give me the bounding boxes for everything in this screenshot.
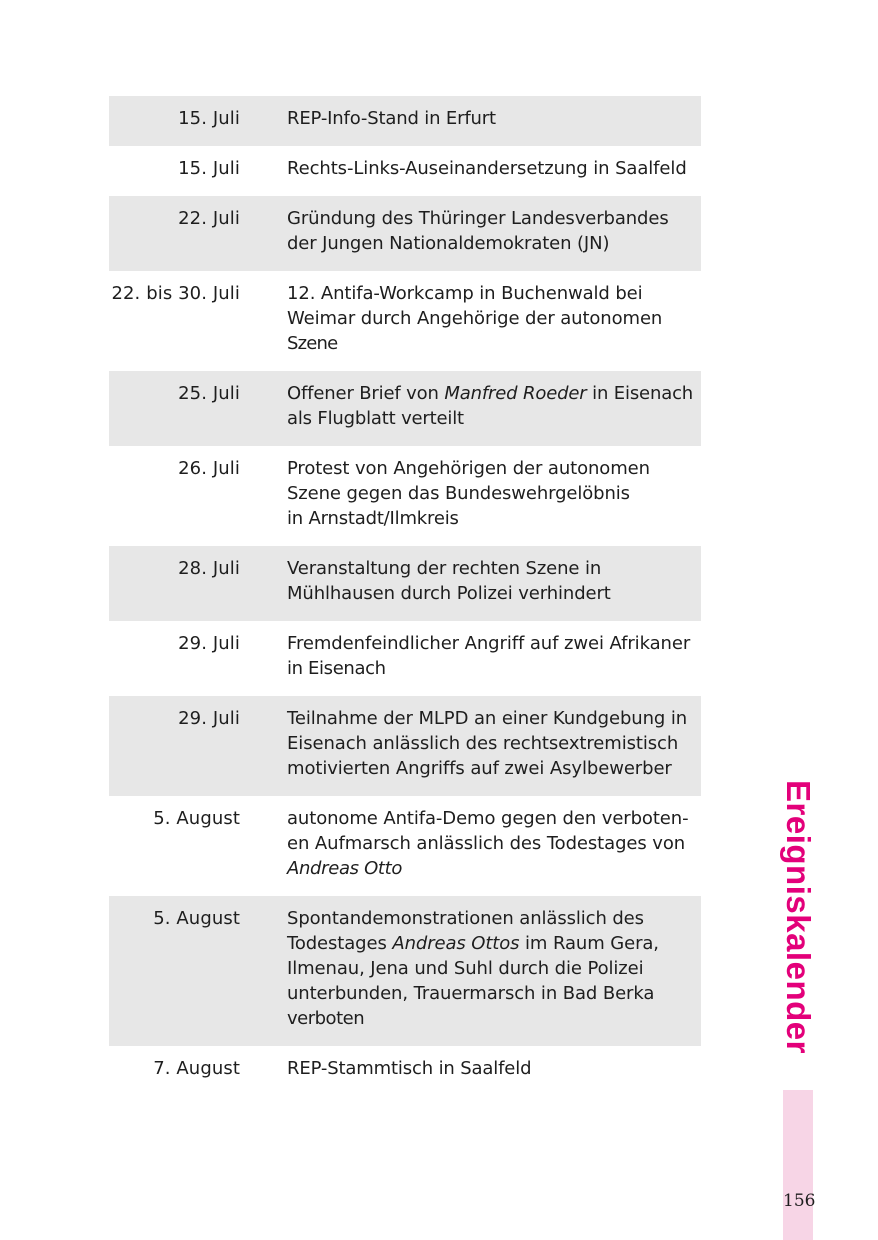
- event-description-line: [287, 856, 701, 881]
- event-description: [287, 706, 701, 781]
- event-description-line: Spontandemonstrationen anlässlich des: [287, 908, 644, 929]
- event-date: 22. Juli: [178, 208, 240, 229]
- event-row: [109, 696, 701, 796]
- event-description: [287, 631, 701, 681]
- event-description-line: als Flugblatt verteilt: [287, 408, 464, 429]
- event-description-line: Gründung des Thüringer Landesverbandes: [287, 208, 669, 229]
- event-description-line: Eisenach anlässlich des rechtsextremistisch: [287, 733, 679, 754]
- person-name: Andreas Otto: [287, 858, 403, 879]
- event-description-line: Todestages Andreas Ottos im Raum Gera,: [287, 933, 659, 954]
- event-description: [287, 1056, 701, 1081]
- event-date: 5. August: [153, 808, 240, 829]
- event-row: [109, 1046, 701, 1096]
- event-row: [109, 146, 701, 196]
- event-date: 15. Juli: [178, 158, 240, 179]
- event-row: [109, 796, 701, 896]
- event-description-line: Teilnahme der MLPD an einer Kundgebung in: [287, 708, 688, 729]
- event-description-line: 12. Antifa-Workcamp in Buchenwald bei: [287, 283, 643, 304]
- event-description-line: autonome Antifa-Demo gegen den verboten-: [287, 808, 689, 829]
- event-description: [287, 381, 701, 431]
- event-date: 29. Juli: [178, 633, 240, 654]
- event-row: [109, 546, 701, 621]
- event-description-line: Fremdenfeindlicher Angriff auf zwei Afrikaner: [287, 633, 691, 654]
- event-date: 26. Juli: [178, 458, 240, 479]
- event-description-line: Rechts-Links-Auseinandersetzung in Saalfeld: [287, 158, 687, 179]
- event-description-line: in Eisenach: [287, 658, 386, 679]
- person-name: Manfred Roeder: [444, 383, 587, 404]
- event-description-line: der Jungen Nationaldemokraten (JN): [287, 233, 610, 254]
- event-description-line: REP-Stammtisch in Saalfeld: [287, 1058, 532, 1079]
- page-number: 156: [783, 1191, 816, 1211]
- event-description: [287, 906, 701, 1031]
- event-description: [287, 556, 701, 606]
- event-date: 29. Juli: [178, 708, 240, 729]
- event-description-line: in Arnstadt/Ilmkreis: [287, 508, 459, 529]
- event-description-line: unterbunden, Trauermarsch in Bad Berka: [287, 983, 655, 1004]
- event-row: [109, 96, 701, 146]
- event-date: 22. bis 30. Juli: [111, 283, 240, 304]
- event-description-line: Weimar durch Angehörige der autonomen: [287, 308, 663, 329]
- event-row: [109, 196, 701, 271]
- event-row: [109, 896, 701, 1046]
- event-description-line: motivierten Angriffs auf zwei Asylbewerber: [287, 758, 672, 779]
- event-date: 28. Juli: [178, 558, 240, 579]
- event-description-line: Veranstaltung der rechten Szene in: [287, 558, 602, 579]
- event-description: [287, 456, 701, 531]
- event-description-line: Offener Brief von Manfred Roeder in Eisenach: [287, 383, 694, 404]
- event-date: 7. August: [153, 1058, 240, 1079]
- event-description-line: Szene: [287, 333, 338, 354]
- event-description: [287, 281, 701, 356]
- section-title: Ereigniskalender: [780, 780, 817, 1054]
- event-row: [109, 446, 701, 546]
- event-row: [109, 621, 701, 696]
- section-tab: [783, 1090, 816, 1240]
- event-description-line: Szene gegen das Bundeswehrgelöbnis: [287, 483, 630, 504]
- event-description-line: REP-Info-Stand in Erfurt: [287, 108, 496, 129]
- event-description-line: Ilmenau, Jena und Suhl durch die Polizei: [287, 958, 644, 979]
- event-description-line: Protest von Angehörigen der autonomen: [287, 458, 650, 479]
- event-row: [109, 371, 701, 446]
- event-description-line: Mühlhausen durch Polizei verhindert: [287, 583, 611, 604]
- person-name: Andreas Ottos: [392, 933, 520, 954]
- event-description: [287, 806, 701, 881]
- event-description-line: en Aufmarsch anlässlich des Todestages von: [287, 833, 686, 854]
- event-row: [109, 271, 701, 371]
- event-description: [287, 206, 701, 256]
- event-description: [287, 106, 701, 131]
- event-date: 5. August: [153, 908, 240, 929]
- event-description: [287, 156, 701, 181]
- event-date: 15. Juli: [178, 108, 240, 129]
- event-date: 25. Juli: [178, 383, 240, 404]
- event-description-line: verboten: [287, 1008, 365, 1029]
- event-calendar-table: [109, 96, 701, 1096]
